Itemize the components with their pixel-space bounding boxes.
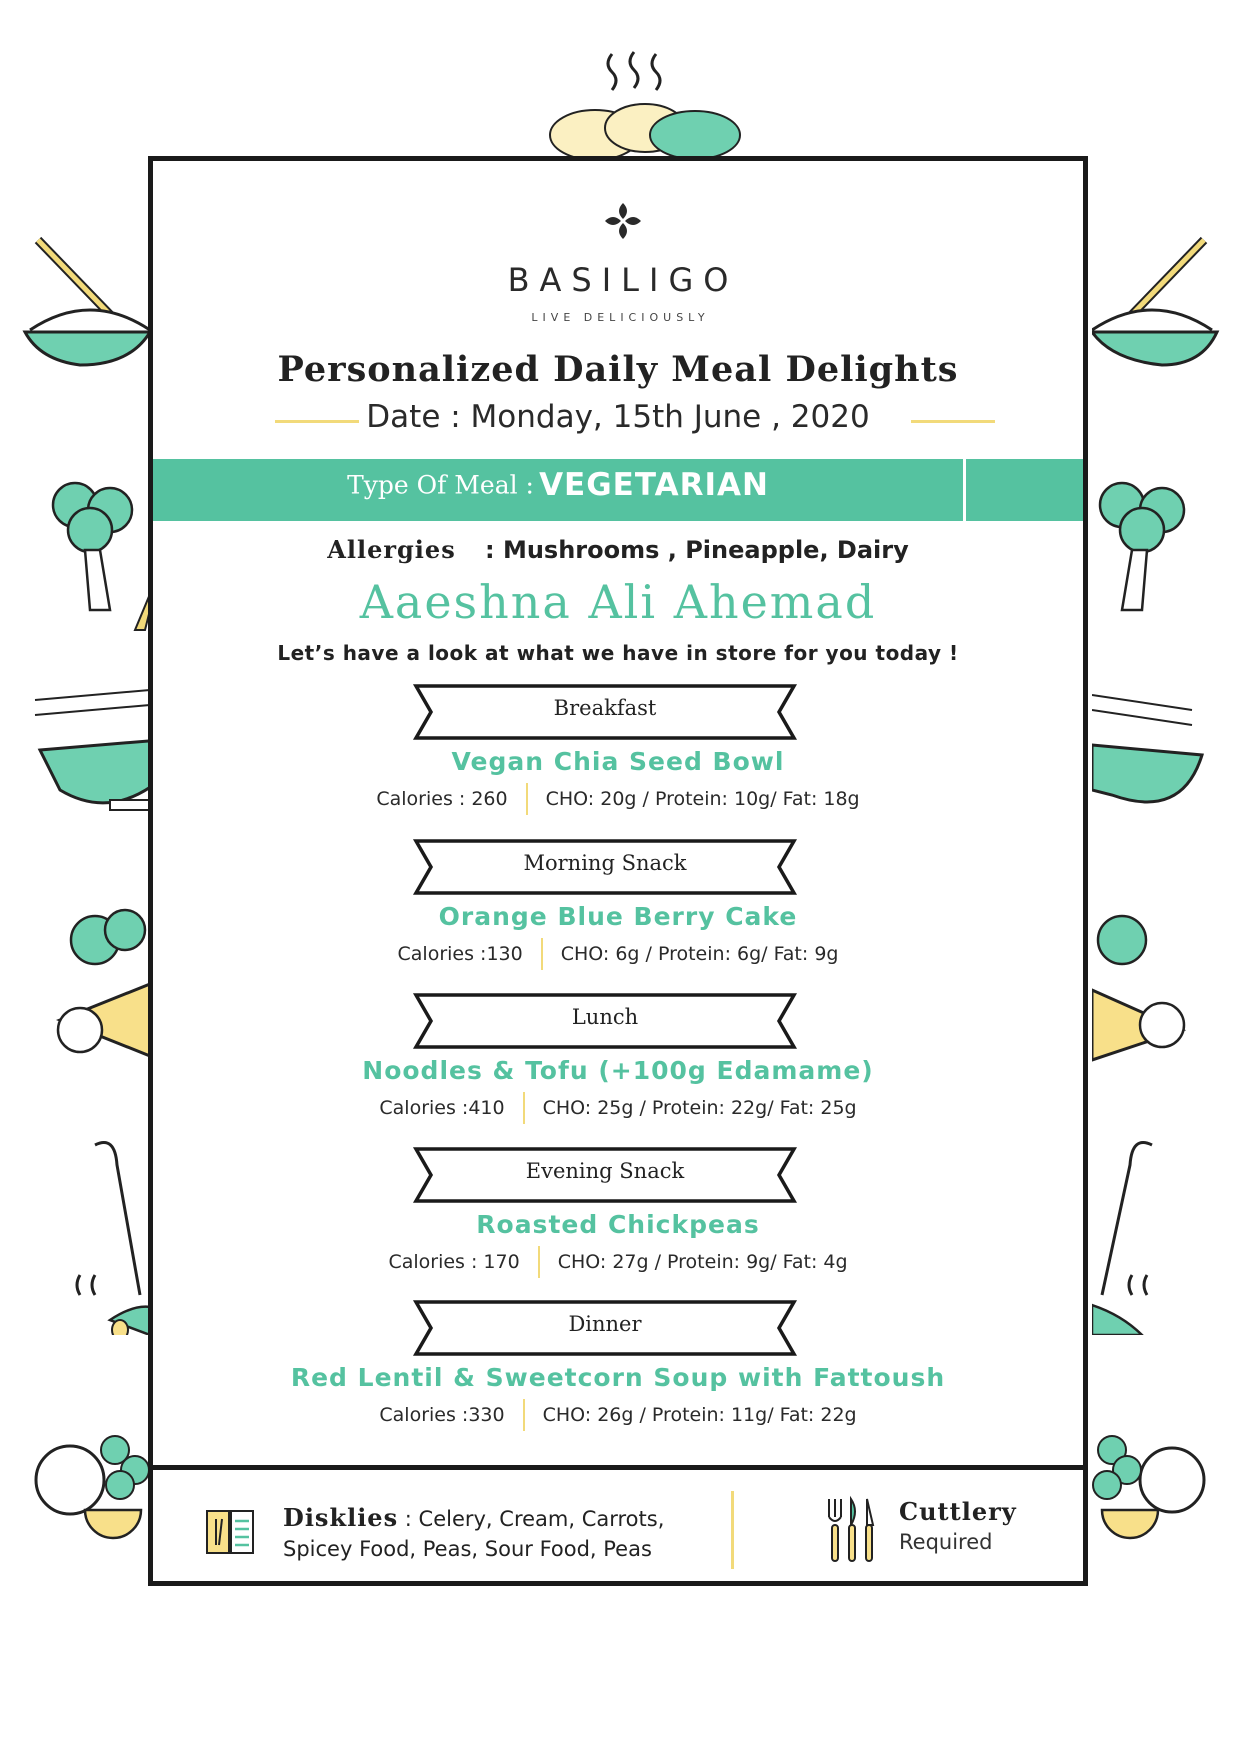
nutrition-row <box>153 1246 1083 1280</box>
brand-tagline: LIVE DELICIOUSLY <box>531 311 710 324</box>
dislikes-line1: : Celery, Cream, Carrots, <box>404 1507 665 1531</box>
noodle-bowl-right-illustration <box>1092 230 1222 370</box>
meal-evening-snack <box>153 1146 1083 1296</box>
allergies-row <box>153 535 1083 564</box>
ladle-right-illustration <box>1092 1135 1172 1335</box>
footer-divider <box>153 1465 1083 1470</box>
dish-name: Orange Blue Berry Cake <box>438 902 798 931</box>
meal-label: Lunch <box>571 1005 639 1029</box>
calories: Calories :130 <box>397 943 523 965</box>
dislikes-line2: Spicey Food, Peas, Sour Food, Peas <box>283 1537 652 1561</box>
meal-banner <box>411 992 799 1050</box>
calories: Calories : 260 <box>376 788 508 810</box>
dish-name: Roasted Chickpeas <box>476 1210 760 1239</box>
fruit-right-illustration <box>1092 1400 1212 1550</box>
menu-book-icon <box>205 1507 257 1557</box>
plan-date: Date : Monday, 15th June , 2020 <box>366 399 870 435</box>
leaf-logo-icon <box>603 201 643 241</box>
macros: CHO: 20g / Protein: 10g/ Fat: 18g <box>545 788 860 810</box>
broccoli-right-illustration <box>1092 470 1212 640</box>
meal-banner <box>411 1146 799 1204</box>
dish-name: Red Lentil & Sweetcorn Soup with Fattoush <box>290 1363 946 1392</box>
meal-banner <box>411 838 799 896</box>
cutlery-icon <box>823 1495 879 1565</box>
macros: CHO: 27g / Protein: 9g/ Fat: 4g <box>557 1251 848 1273</box>
banner-divider <box>963 459 966 521</box>
meal-banner <box>411 683 799 741</box>
pie-right-illustration <box>1092 900 1202 1070</box>
ladle-left-illustration <box>70 1135 150 1335</box>
calories: Calories :410 <box>379 1097 505 1119</box>
macros: CHO: 26g / Protein: 11g/ Fat: 22g <box>542 1404 857 1426</box>
noodle-bowl-illustration <box>20 230 150 370</box>
meal-label: Evening Snack <box>525 1159 685 1183</box>
meal-lunch <box>153 992 1083 1142</box>
meal-morning-snack <box>153 838 1083 988</box>
nutrition-row <box>153 1399 1083 1433</box>
cutlery-section <box>899 1497 1017 1557</box>
dislikes-section <box>205 1499 745 1569</box>
nutrition-row <box>153 938 1083 972</box>
footer-separator <box>731 1491 734 1569</box>
meal-type-banner <box>153 459 1083 521</box>
allergies-value: : Mushrooms , Pineapple, Dairy <box>484 536 909 564</box>
brand-name: BASILIGO <box>507 261 739 299</box>
wok-right-illustration <box>1092 670 1212 840</box>
patient-name: Aaeshna Ali Ahemad <box>359 575 877 629</box>
macros: CHO: 25g / Protein: 22g/ Fat: 25g <box>542 1097 857 1119</box>
meal-plan-card <box>148 156 1088 1586</box>
nutrition-row <box>153 1092 1083 1126</box>
intro-text: Let’s have a look at what we have in store for you today ! <box>277 641 959 665</box>
wok-left-illustration <box>30 670 150 840</box>
broccoli-left-illustration <box>30 470 150 640</box>
dish-name: Noodles & Tofu (+100g Edamame) <box>362 1056 874 1085</box>
salad-top-illustration <box>535 100 755 160</box>
allergies-label: Allergies <box>327 535 456 564</box>
fruit-left-illustration <box>30 1400 150 1550</box>
meal-breakfast <box>153 683 1083 833</box>
macros: CHO: 6g / Protein: 6g/ Fat: 9g <box>560 943 839 965</box>
cutlery-label: Cuttlery <box>899 1497 1017 1526</box>
nutrition-row <box>153 783 1083 817</box>
calories: Calories :330 <box>379 1404 505 1426</box>
pie-left-illustration <box>40 900 150 1070</box>
steam-icon <box>600 48 670 98</box>
meal-banner <box>411 1299 799 1357</box>
meal-type-label: Type Of Meal : <box>347 470 534 500</box>
date-row <box>153 399 1083 443</box>
cutlery-value: Required <box>899 1530 993 1554</box>
dislikes-label: Disklies <box>283 1503 399 1532</box>
dish-name: Vegan Chia Seed Bowl <box>451 747 785 776</box>
date-divider-right <box>911 420 995 423</box>
meal-label: Morning Snack <box>523 851 687 875</box>
calories: Calories : 170 <box>388 1251 520 1273</box>
meal-dinner <box>153 1299 1083 1449</box>
meal-type-value: VEGETARIAN <box>539 467 769 503</box>
meal-label: Breakfast <box>553 696 657 720</box>
meal-label: Dinner <box>568 1312 642 1336</box>
page-title: Personalized Daily Meal Delights <box>277 349 959 390</box>
